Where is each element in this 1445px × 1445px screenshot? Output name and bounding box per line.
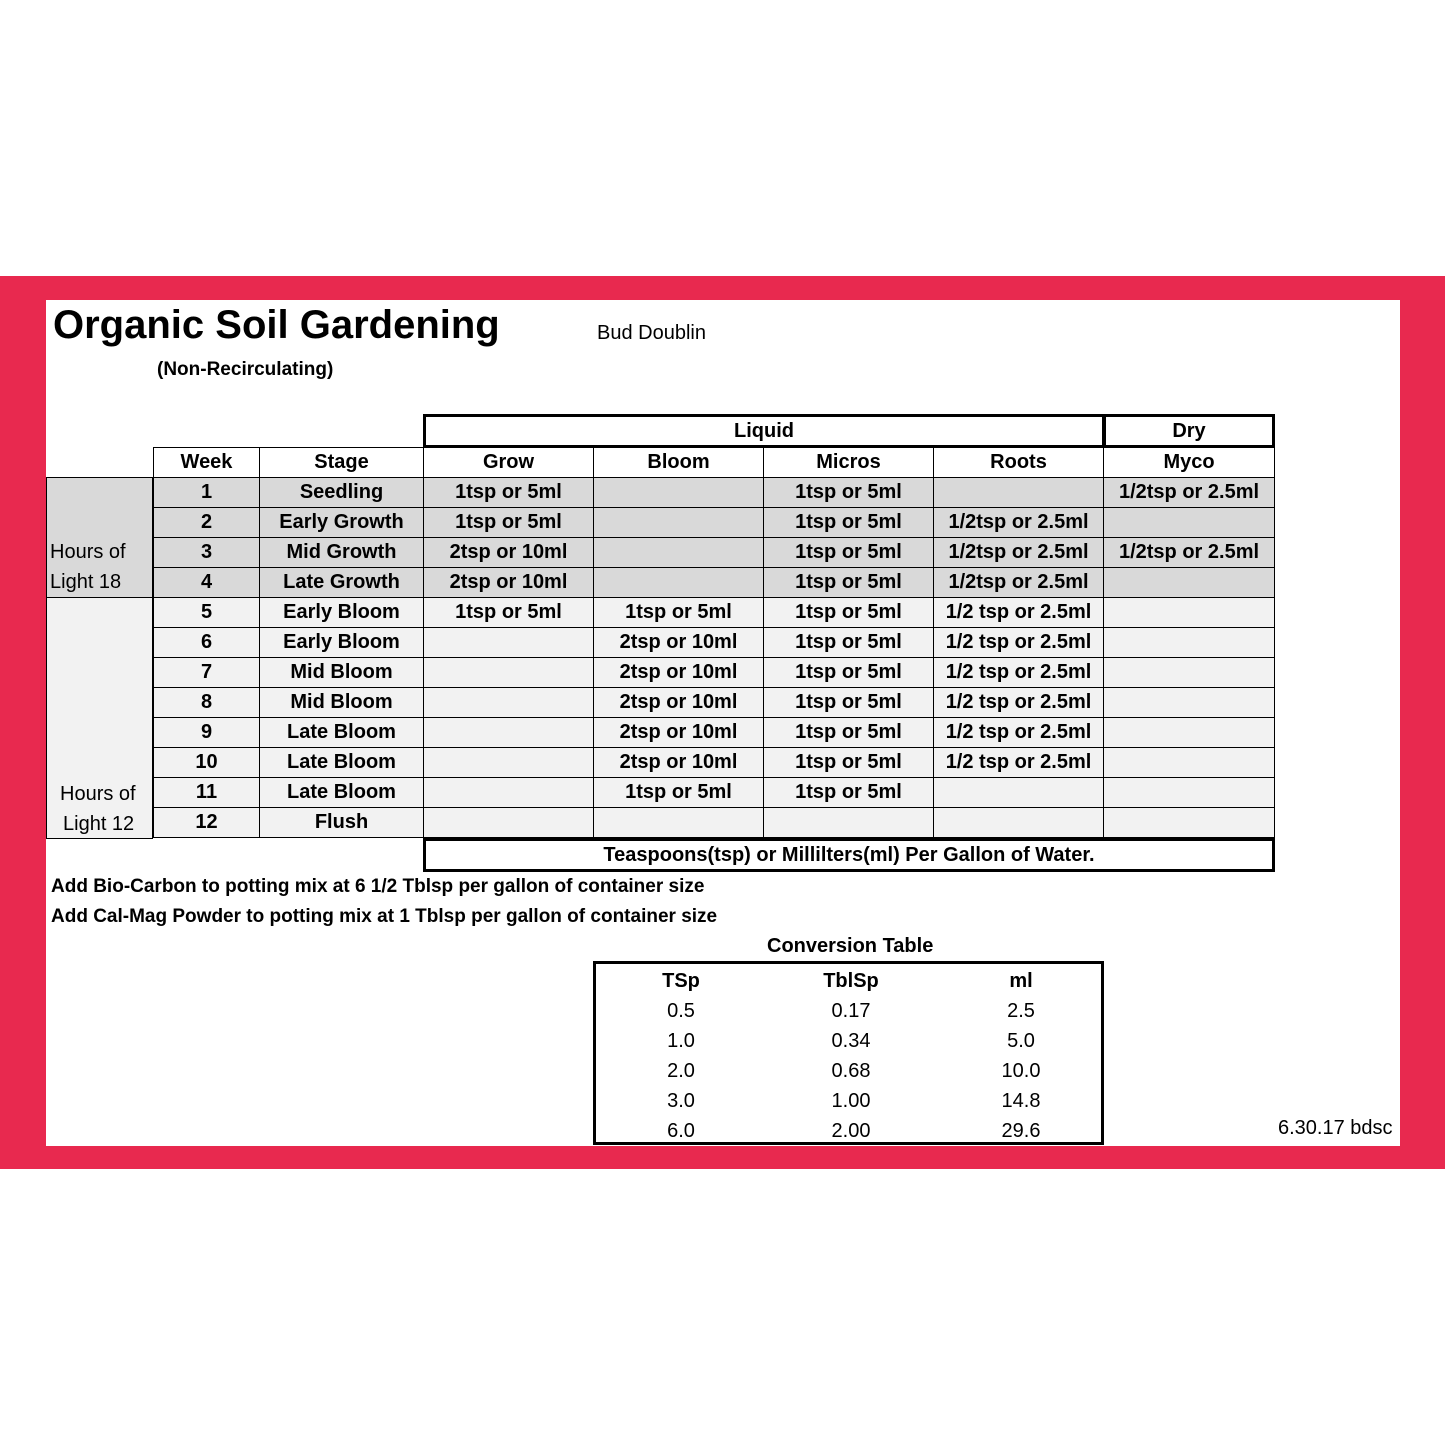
- table-cell-roots: [933, 777, 1104, 808]
- table-cell-grow: 1tsp or 5ml: [423, 507, 594, 538]
- conversion-cell-ml: 5.0: [1007, 1030, 1035, 1052]
- conversion-cell-tblsp: 2.00: [831, 1120, 871, 1142]
- table-cell-micros: 1tsp or 5ml: [763, 477, 934, 508]
- conversion-cell-tsp: 2.0: [667, 1060, 695, 1082]
- conversion-header-tsp: TSp: [662, 970, 700, 992]
- table-cell-myco: [1103, 567, 1275, 598]
- column-header-bloom: Bloom: [593, 447, 764, 478]
- conversion-cell-tblsp: 0.17: [831, 1000, 871, 1022]
- table-cell-stage: Flush: [259, 807, 424, 838]
- table-cell-myco: [1103, 717, 1275, 748]
- table-cell-myco: [1103, 777, 1275, 808]
- column-header-micros: Micros: [763, 447, 934, 478]
- table-cell-grow: [423, 687, 594, 718]
- table-cell-grow: 1tsp or 5ml: [423, 477, 594, 508]
- table-cell-micros: [763, 807, 934, 838]
- table-cell-micros: 1tsp or 5ml: [763, 567, 934, 598]
- table-cell-stage: Late Bloom: [259, 747, 424, 778]
- light-band-12-line2: Light 12: [63, 813, 135, 835]
- table-cell-week: 2: [153, 507, 260, 538]
- table-cell-week: 4: [153, 567, 260, 598]
- table-cell-stage: Early Bloom: [259, 597, 424, 628]
- conversion-cell-tsp: 3.0: [667, 1090, 695, 1112]
- table-cell-stage: Late Bloom: [259, 717, 424, 748]
- table-cell-bloom: 1tsp or 5ml: [593, 777, 764, 808]
- column-header-myco: Myco: [1103, 447, 1275, 478]
- cal-mag-note: Add Cal-Mag Powder to potting mix at 1 Tblsp per gallon of container size: [51, 906, 718, 927]
- table-cell-stage: Mid Bloom: [259, 687, 424, 718]
- table-cell-myco: 1/2tsp or 2.5ml: [1103, 477, 1275, 508]
- table-cell-week: 12: [153, 807, 260, 838]
- page-subtitle: Bud Doublin: [597, 322, 706, 344]
- table-cell-roots: 1/2 tsp or 2.5ml: [933, 747, 1104, 778]
- table-cell-roots: 1/2 tsp or 2.5ml: [933, 657, 1104, 688]
- conversion-header-ml: ml: [1009, 970, 1033, 992]
- table-cell-bloom: [593, 537, 764, 568]
- table-cell-micros: 1tsp or 5ml: [763, 507, 934, 538]
- group-header-liquid: Liquid: [423, 414, 1105, 448]
- conversion-cell-tsp: 1.0: [667, 1030, 695, 1052]
- table-cell-grow: [423, 657, 594, 688]
- conversion-cell-ml: 29.6: [1001, 1120, 1041, 1142]
- light-band-12-line1: Hours of: [60, 783, 136, 805]
- table-cell-roots: 1/2 tsp or 2.5ml: [933, 717, 1104, 748]
- table-cell-micros: 1tsp or 5ml: [763, 597, 934, 628]
- table-cell-roots: [933, 477, 1104, 508]
- table-cell-myco: [1103, 807, 1275, 838]
- table-cell-week: 9: [153, 717, 260, 748]
- table-cell-stage: Mid Bloom: [259, 657, 424, 688]
- light-band-12: [46, 597, 153, 839]
- table-cell-micros: 1tsp or 5ml: [763, 537, 934, 568]
- conversion-cell-tblsp: 0.34: [831, 1030, 871, 1052]
- table-cell-bloom: 1tsp or 5ml: [593, 597, 764, 628]
- table-cell-grow: 2tsp or 10ml: [423, 567, 594, 598]
- table-cell-grow: 1tsp or 5ml: [423, 597, 594, 628]
- table-cell-roots: 1/2 tsp or 2.5ml: [933, 597, 1104, 628]
- table-cell-grow: [423, 777, 594, 808]
- table-cell-bloom: 2tsp or 10ml: [593, 657, 764, 688]
- table-cell-stage: Mid Growth: [259, 537, 424, 568]
- light-band-18: [46, 477, 153, 598]
- table-cell-week: 7: [153, 657, 260, 688]
- conversion-cell-tblsp: 1.00: [831, 1090, 871, 1112]
- mode-label: (Non-Recirculating): [157, 359, 334, 380]
- table-cell-myco: [1103, 687, 1275, 718]
- column-header-roots: Roots: [933, 447, 1104, 478]
- table-cell-week: 11: [153, 777, 260, 808]
- conversion-cell-tsp: 6.0: [667, 1120, 695, 1142]
- table-cell-grow: [423, 747, 594, 778]
- table-cell-bloom: [593, 477, 764, 508]
- date-tag: 6.30.17 bdsc: [1278, 1117, 1393, 1139]
- column-header-grow: Grow: [423, 447, 594, 478]
- conversion-cell-ml: 10.0: [1001, 1060, 1041, 1082]
- table-cell-roots: 1/2tsp or 2.5ml: [933, 507, 1104, 538]
- light-band-18-line2: Light 18: [50, 571, 122, 593]
- conversion-cell-tsp: 0.5: [667, 1000, 695, 1022]
- table-cell-bloom: [593, 567, 764, 598]
- page-title: Organic Soil Gardening: [53, 303, 500, 347]
- table-cell-bloom: [593, 807, 764, 838]
- table-cell-week: 6: [153, 627, 260, 658]
- conversion-cell-ml: 2.5: [1007, 1000, 1035, 1022]
- table-cell-week: 8: [153, 687, 260, 718]
- table-cell-bloom: 2tsp or 10ml: [593, 717, 764, 748]
- column-header-stage: Stage: [259, 447, 424, 478]
- table-cell-micros: 1tsp or 5ml: [763, 627, 934, 658]
- conversion-table: [593, 961, 1104, 1145]
- table-cell-week: 3: [153, 537, 260, 568]
- table-cell-myco: [1103, 597, 1275, 628]
- table-cell-myco: [1103, 657, 1275, 688]
- table-cell-grow: [423, 807, 594, 838]
- table-cell-roots: 1/2tsp or 2.5ml: [933, 567, 1104, 598]
- table-cell-myco: [1103, 747, 1275, 778]
- table-cell-bloom: 2tsp or 10ml: [593, 687, 764, 718]
- table-cell-roots: 1/2 tsp or 2.5ml: [933, 627, 1104, 658]
- table-cell-bloom: 2tsp or 10ml: [593, 747, 764, 778]
- group-header-dry: Dry: [1103, 414, 1275, 448]
- table-cell-micros: 1tsp or 5ml: [763, 657, 934, 688]
- table-cell-roots: [933, 807, 1104, 838]
- conversion-cell-ml: 14.8: [1001, 1090, 1041, 1112]
- table-cell-myco: [1103, 507, 1275, 538]
- table-cell-myco: [1103, 627, 1275, 658]
- table-cell-micros: 1tsp or 5ml: [763, 747, 934, 778]
- table-cell-micros: 1tsp or 5ml: [763, 717, 934, 748]
- table-cell-grow: 2tsp or 10ml: [423, 537, 594, 568]
- table-cell-week: 1: [153, 477, 260, 508]
- table-cell-micros: 1tsp or 5ml: [763, 777, 934, 808]
- table-cell-stage: Early Growth: [259, 507, 424, 538]
- bio-carbon-note: Add Bio-Carbon to potting mix at 6 1/2 Tblsp per gallon of container size: [51, 876, 705, 897]
- table-cell-bloom: 2tsp or 10ml: [593, 627, 764, 658]
- table-cell-myco: 1/2tsp or 2.5ml: [1103, 537, 1275, 568]
- table-cell-stage: Early Bloom: [259, 627, 424, 658]
- table-cell-week: 10: [153, 747, 260, 778]
- table-cell-week: 5: [153, 597, 260, 628]
- conversion-cell-tblsp: 0.68: [831, 1060, 871, 1082]
- table-cell-bloom: [593, 507, 764, 538]
- table-cell-grow: [423, 717, 594, 748]
- table-cell-grow: [423, 627, 594, 658]
- conversion-table-title: Conversion Table: [767, 935, 934, 957]
- column-header-week: Week: [153, 447, 260, 478]
- light-band-18-line1: Hours of: [50, 541, 126, 563]
- table-cell-micros: 1tsp or 5ml: [763, 687, 934, 718]
- table-cell-stage: Late Growth: [259, 567, 424, 598]
- conversion-header-tblsp: TblSp: [823, 970, 879, 992]
- table-cell-roots: 1/2tsp or 2.5ml: [933, 537, 1104, 568]
- units-note: Teaspoons(tsp) or Millilters(ml) Per Gallon of Water.: [423, 838, 1275, 872]
- table-cell-roots: 1/2 tsp or 2.5ml: [933, 687, 1104, 718]
- table-cell-stage: Late Bloom: [259, 777, 424, 808]
- table-cell-stage: Seedling: [259, 477, 424, 508]
